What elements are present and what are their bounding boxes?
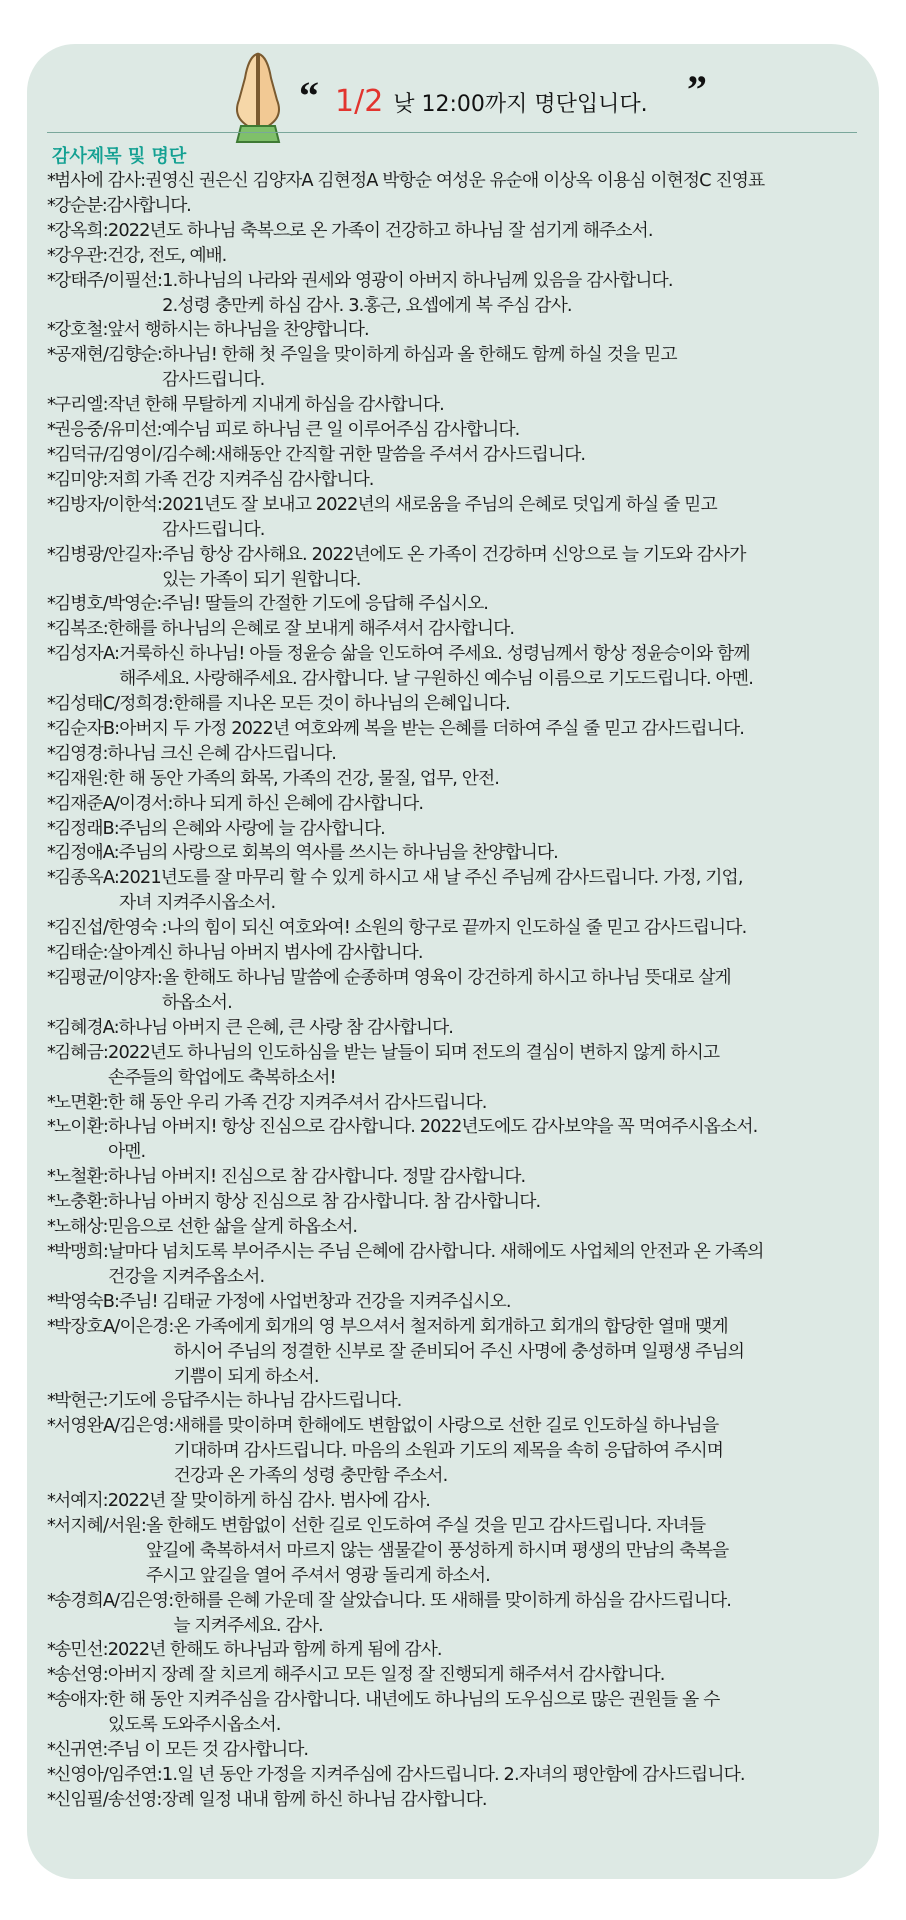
entry-name: 김혜경A: — [54, 1016, 119, 1038]
bullet-asterisk: * — [47, 1290, 55, 1312]
entry-line: 주님! 딸들의 간절한 기도에 응답해 주십시오. — [161, 593, 489, 615]
bullet-asterisk: * — [47, 1240, 56, 1262]
list-item — [47, 219, 867, 244]
entry-line: 하나님 아버지! 진심으로 참 감사합니다. 정말 감사합니다. — [107, 1166, 526, 1188]
entry-text — [108, 1091, 487, 1116]
entry-line: 날마다 넘치도록 부어주시는 주님 은혜에 감사합니다. 새해에도 사업체의 안전과 온 가족의 — [108, 1240, 764, 1262]
entry-line: 새해동안 간직할 귀한 말씀을 주셔서 감사드립니다. — [215, 443, 586, 465]
entry-line: 온 가족에게 회개의 영 부으셔서 철저하게 회개하고 회개의 합당한 열매 맺게 — [173, 1315, 728, 1337]
entry-line: 한해를 하나님의 은혜로 잘 보내게 해주셔서 감사합니다. — [107, 618, 515, 640]
entry-text — [145, 169, 764, 194]
list-item — [47, 1290, 867, 1315]
entry-text — [167, 916, 747, 941]
entry-name: 구리엘: — [54, 394, 108, 416]
list-item — [47, 1165, 867, 1190]
bullet-asterisk: * — [47, 219, 55, 241]
prayer-list-card — [27, 44, 879, 1879]
list-item — [47, 194, 867, 219]
bullet-asterisk: * — [47, 419, 55, 441]
list-item — [47, 1190, 867, 1215]
deadline-label: 낮 12:00까지 명단입니다. — [393, 92, 648, 117]
bullet-asterisk: * — [47, 1216, 55, 1238]
entry-name: 공재현/김향순: — [54, 344, 162, 366]
bullet-asterisk: * — [47, 1315, 56, 1337]
list-item — [47, 493, 867, 543]
bullet-asterisk: * — [47, 1739, 55, 1761]
entry-line: 하옵소서. — [161, 991, 232, 1013]
bullet-asterisk: * — [47, 1514, 56, 1536]
entry-name: 김진섭/한영숙 : — [54, 917, 167, 939]
list-item — [47, 418, 867, 443]
bullet-asterisk: * — [47, 643, 56, 665]
entry-text — [108, 393, 444, 418]
entry-line: 2021년도를 잘 마무리 할 수 있게 하시고 새 날 주신 주님께 감사드립니다. 가정, 기업, — [119, 867, 743, 889]
list-item — [47, 1638, 867, 1663]
bullet-asterisk: * — [47, 1116, 56, 1138]
bullet-asterisk: * — [47, 593, 55, 615]
entry-text — [119, 1290, 511, 1315]
entry-name: 노해상: — [54, 1216, 108, 1238]
entry-line: 주님! 김태균 가정에 사업번창과 건강을 지켜주십시오. — [119, 1290, 511, 1312]
list-item — [47, 1215, 867, 1240]
bullet-asterisk: * — [47, 194, 55, 216]
entry-line: 장례 일정 내내 함께 하신 하나님 감사합니다. — [161, 1788, 487, 1810]
bullet-asterisk: * — [47, 842, 55, 864]
entry-line: 주님의 사랑으로 회복의 역사를 쓰시는 하나님을 찬양합니다. — [118, 842, 558, 864]
entry-name: 노충환: — [54, 1191, 108, 1213]
entry-line: 하시어 주님의 정결한 신부로 잘 준비되어 주신 사명에 충성하며 일평생 주님의 — [173, 1340, 745, 1362]
entry-line: 예수님 피로 하나님 큰 일 이루어주심 감사합니다. — [161, 419, 520, 441]
deadline-text — [335, 82, 648, 125]
entry-line: 2.성령 충만케 하심 감사. 3.홍근, 요셉에게 복 주심 감사. — [162, 294, 572, 316]
entry-line: 하나님! 한해 첫 주일을 맞이하게 하심과 올 한해도 함께 하실 것을 믿고 — [161, 344, 677, 366]
list-item — [47, 393, 867, 418]
bullet-asterisk: * — [47, 244, 55, 266]
entry-text — [108, 1215, 358, 1240]
entry-line: 감사드립니다. — [161, 369, 265, 391]
entry-line: 올 한해도 하나님 말씀에 순종하며 영육이 강건하게 하시고 하나님 뜻대로 살게 — [161, 967, 731, 988]
entry-name: 신임필/송선영: — [54, 1788, 162, 1810]
bullet-asterisk: * — [47, 717, 55, 739]
bullet-asterisk: * — [47, 917, 55, 939]
list-item — [47, 1240, 867, 1290]
entry-line: 한 해 동안 우리 가족 건강 지켜주셔서 감사드립니다. — [107, 1091, 487, 1113]
list-item — [47, 817, 867, 842]
list-item — [47, 1315, 867, 1390]
list-item — [47, 642, 867, 692]
entry-name: 김미양: — [54, 468, 108, 490]
entry-name: 김정애A: — [54, 842, 119, 864]
entry-name: 권응중/유미선: — [54, 419, 162, 441]
list-item — [47, 468, 867, 493]
entry-text — [119, 1016, 453, 1041]
entry-text — [107, 244, 226, 269]
entry-line: 한 해 동안 지켜주심을 감사합니다. 내년에도 하나님의 도우심으로 많은 권원들 올 수 — [108, 1689, 720, 1711]
bullet-asterisk: * — [47, 1016, 55, 1038]
entry-line: 하나님 아버지 큰 은혜, 큰 사랑 참 감사합니다. — [118, 1016, 453, 1038]
entry-name: 김재준A/이경서: — [54, 792, 173, 814]
entry-line: 거룩하신 하나님! 아들 정윤승 삶을 인도하여 주세요. 성령님께서 항상 정윤승이와 함께 — [119, 643, 750, 665]
list-item — [47, 1763, 867, 1788]
entry-text — [162, 343, 677, 393]
list-item — [47, 941, 867, 966]
entry-line: 자녀 지켜주시옵소서. — [119, 892, 276, 914]
entry-line: 앞서 행하시는 하나님을 찬양합니다. — [107, 319, 369, 341]
entry-name: 김정래B: — [54, 817, 119, 839]
bullet-asterisk: * — [47, 1689, 56, 1711]
entry-line: 2022년도 하나님 축복으로 온 가족이 건강하고 하나님 잘 섬기게 해주소서. — [107, 219, 653, 241]
entry-line: 살아계신 하나님 아버지 범사에 감사합니다. — [107, 942, 423, 964]
entry-line: 작년 한해 무탈하게 지내게 하심을 감사합니다. — [107, 394, 444, 416]
entry-line: 1.일 년 동안 가정을 지켜주심에 감사드립니다. 2.자녀의 평안함에 감사드립니다. — [161, 1764, 745, 1785]
entry-text — [119, 866, 743, 916]
bullet-asterisk: * — [47, 767, 55, 789]
entry-line: 올 한해도 변함없이 선한 길로 인도하여 주실 것을 믿고 감사드립니다. 자녀들 — [145, 1514, 706, 1536]
entry-name: 김태순: — [54, 942, 108, 964]
bullet-asterisk: * — [47, 942, 55, 964]
bullet-asterisk: * — [47, 344, 56, 366]
entry-line: 하나님 아버지! 항상 진심으로 감사합니다. 2022년도에도 감사보약을 꼭 먹여주시옵소서. — [107, 1116, 758, 1138]
entry-name: 강호철: — [54, 319, 108, 341]
entry-name: 노이환: — [54, 1116, 108, 1138]
entry-line: 늘 지켜주세요. 감사. — [173, 1614, 323, 1636]
entry-text — [108, 1638, 442, 1663]
bullet-asterisk: * — [47, 394, 55, 416]
entry-text — [107, 742, 335, 767]
list-item — [47, 244, 867, 269]
list-item — [47, 269, 867, 319]
list-item — [47, 343, 867, 393]
bullet-asterisk: * — [47, 319, 55, 341]
entry-text — [173, 1589, 731, 1639]
entry-line: 주님 항상 감사해요. 2022년에도 온 가족이 건강하며 신앙으로 늘 기도와 감사가 — [162, 543, 746, 565]
list-item — [47, 1041, 867, 1091]
entry-line: 건강, 전도, 예배. — [107, 244, 227, 266]
bullet-asterisk: * — [47, 618, 55, 640]
entry-name: 박맹희: — [54, 1240, 109, 1262]
bullet-asterisk: * — [47, 443, 55, 465]
entry-text — [108, 318, 369, 343]
entry-line: 2022년 잘 맞이하게 하심 감사. 범사에 감사. — [107, 1490, 431, 1512]
entry-text — [108, 1688, 719, 1738]
entry-line: 한해를 은혜 가운데 잘 살았습니다. 또 새해를 맞이하게 하심을 감사드립니다. — [173, 1589, 732, 1611]
open-quote: “ — [299, 73, 319, 118]
entry-line: 아멘. — [107, 1141, 146, 1163]
divider — [47, 132, 857, 133]
entry-name: 박장호A/이은경: — [54, 1315, 174, 1337]
entry-name: 강순분: — [54, 194, 107, 216]
entry-line: 감사합니다. — [106, 194, 191, 216]
entry-text — [119, 817, 385, 842]
list-item — [47, 1663, 867, 1688]
entry-line: 주님의 은혜와 사랑에 늘 감사합니다. — [118, 817, 385, 839]
entry-name: 김종옥A: — [54, 867, 120, 889]
entry-text — [174, 1414, 724, 1489]
entry-line: 한 해 동안 가족의 화목, 가족의 건강, 물질, 업무, 안전. — [107, 767, 499, 789]
entry-name: 김성자A: — [54, 643, 120, 665]
entry-text — [107, 1738, 308, 1763]
entry-text — [108, 219, 653, 244]
entry-name: 김덕규/김영이/김수혜: — [54, 443, 216, 465]
entry-name: 박영숙B: — [54, 1290, 120, 1312]
list-item — [47, 692, 867, 717]
list-item — [47, 617, 867, 642]
entry-text — [107, 194, 191, 219]
entry-text — [146, 1514, 728, 1589]
entry-line: 건강과 온 가족의 성령 충만함 주소서. — [173, 1465, 448, 1487]
entry-name: 강옥희: — [54, 219, 108, 241]
entry-text — [108, 1041, 719, 1091]
list-item — [47, 841, 867, 866]
entry-line: 하나님 아버지 항상 진심으로 참 감사합니다. 참 감사합니다. — [107, 1191, 541, 1213]
bullet-asterisk: * — [47, 1415, 56, 1437]
entry-name: 송경희A/김은영: — [54, 1589, 174, 1611]
list-item — [47, 543, 867, 593]
bullet-asterisk: * — [47, 1788, 55, 1810]
list-item — [47, 169, 867, 194]
header — [27, 44, 879, 134]
entry-name: 김복조: — [54, 618, 108, 640]
entry-name: 범사에 감사: — [54, 170, 146, 191]
bullet-asterisk: * — [47, 1191, 55, 1213]
entry-line: 1.하나님의 나라와 권세와 영광이 아버지 하나님께 있음을 감사합니다. — [162, 269, 673, 291]
list-item — [47, 742, 867, 767]
entry-line: 앞길에 축복하셔서 마르지 않는 샘물같이 풍성하게 하시며 평생의 만남의 축복을 — [145, 1539, 729, 1561]
bullet-asterisk: * — [47, 1166, 55, 1188]
entries-list — [47, 144, 867, 1813]
entry-name: 김영경: — [54, 742, 108, 764]
list-item — [47, 1389, 867, 1414]
entry-text — [162, 418, 520, 443]
entry-line: 하나 되게 하신 은혜에 감사합니다. — [172, 792, 424, 814]
entry-name: 신영아/임주연: — [54, 1764, 162, 1785]
entry-line: 믿음으로 선한 삶을 살게 하옵소서. — [107, 1216, 358, 1238]
bullet-asterisk: * — [47, 817, 55, 839]
entry-line: 주시고 앞길을 열어 주셔서 영광 돌리게 하소서. — [145, 1564, 490, 1586]
entry-line: 기도에 응답주시는 하나님 감사드립니다. — [107, 1390, 402, 1412]
entry-text — [161, 592, 488, 617]
entry-line: 2022년도 하나님의 인도하심을 받는 날들이 되며 전도의 결심이 변하지 않게 하시고 — [108, 1041, 720, 1063]
list-item — [47, 1115, 867, 1165]
entry-line: 기대하며 감사드립니다. 마음의 소원과 기도의 제목을 속히 응답하여 주시며 — [173, 1440, 724, 1462]
entry-text — [162, 1763, 745, 1788]
entry-text — [108, 1115, 757, 1165]
entry-name: 김병광/안길자: — [54, 543, 163, 565]
list-item — [47, 1589, 867, 1639]
bullet-asterisk: * — [47, 1041, 56, 1063]
entry-name: 김순자B: — [54, 717, 120, 739]
entry-name: 신귀연: — [54, 1739, 108, 1761]
entry-line: 주님 이 모든 것 감사합니다. — [107, 1739, 308, 1761]
entry-line: 아버지 장례 잘 치르게 해주시고 모든 일정 잘 진행되게 해주셔서 감사합니다. — [107, 1664, 665, 1686]
entry-text — [119, 841, 558, 866]
entry-text — [162, 966, 731, 1016]
entry-name: 서영완A/김은영: — [54, 1415, 174, 1437]
entry-text — [161, 1788, 486, 1813]
bullet-asterisk: * — [47, 170, 55, 191]
bullet-asterisk: * — [47, 1764, 55, 1785]
entry-text — [119, 717, 744, 742]
entry-name: 김혜금: — [54, 1041, 109, 1063]
list-item — [47, 592, 867, 617]
entry-line: 감사드립니다. — [161, 518, 265, 540]
entry-name: 강태주/이필선: — [54, 269, 163, 291]
list-item — [47, 866, 867, 916]
bullet-asterisk: * — [47, 742, 55, 764]
entry-line: 해주세요. 사랑해주세요. 감사합니다. 날 구원하신 예수님 이름으로 기도드립니다. 아멘. — [119, 668, 754, 690]
entry-name: 김평균/이양자: — [54, 967, 162, 988]
list-item — [47, 767, 867, 792]
list-item — [47, 966, 867, 1016]
entry-name: 송애자: — [54, 1689, 109, 1711]
list-item — [47, 443, 867, 468]
bullet-asterisk: * — [47, 867, 56, 889]
entry-text — [108, 1389, 402, 1414]
entry-line: 하나님 크신 은혜 감사드립니다. — [107, 742, 336, 764]
list-item — [47, 1414, 867, 1489]
bullet-asterisk: * — [47, 1490, 55, 1512]
entry-text — [162, 269, 672, 319]
entry-name: 김재원: — [54, 767, 108, 789]
entry-name: 노철환: — [54, 1166, 108, 1188]
bullet-asterisk: * — [47, 493, 56, 515]
entry-line: 권영신 권은신 김양자A 김현정A 박항순 여성운 유순애 이상옥 이용심 이현정C 진영표 — [145, 170, 765, 191]
entry-name: 송민선: — [54, 1639, 108, 1661]
entry-text — [108, 617, 514, 642]
list-item — [47, 1514, 867, 1589]
entry-line: 손주들의 학업에도 축복하소서! — [108, 1066, 336, 1088]
bullet-asterisk: * — [47, 1639, 55, 1661]
bullet-asterisk: * — [47, 1589, 56, 1611]
entry-line: 건강을 지켜주옵소서. — [108, 1265, 265, 1287]
list-item — [47, 1738, 867, 1763]
bullet-asterisk: * — [47, 1664, 55, 1686]
list-item — [47, 1016, 867, 1041]
list-item — [47, 1489, 867, 1514]
entry-name: 김방자/이한석: — [54, 493, 162, 515]
entry-line: 2021년도 잘 보내고 2022년의 새로움을 주님의 은혜로 덧입게 하실 줄 믿고 — [161, 493, 717, 515]
entry-line: 한해를 지나온 모든 것이 하나님의 은혜입니다. — [172, 693, 510, 715]
list-item — [47, 318, 867, 343]
list-item — [47, 916, 867, 941]
entry-text — [173, 692, 510, 717]
entry-name: 송선영: — [54, 1664, 108, 1686]
entry-line: 새해를 맞이하며 한해에도 변함없이 사랑으로 선한 길로 인도하실 하나님을 — [173, 1415, 719, 1437]
bullet-asterisk: * — [47, 269, 56, 291]
entry-line: 아버지 두 가정 2022년 여호와께 복을 받는 은혜를 더하여 주실 줄 믿고 감사드립니다. — [119, 717, 744, 739]
entry-text — [108, 941, 423, 966]
entry-name: 김성태C/정희경: — [54, 693, 173, 715]
entry-text — [215, 443, 585, 468]
bullet-asterisk: * — [47, 792, 55, 814]
entry-text — [108, 1489, 430, 1514]
entry-text — [119, 642, 753, 692]
entry-line: 있도록 도와주시옵소서. — [108, 1714, 281, 1736]
entry-text — [173, 792, 423, 817]
entry-line: 있는 가족이 되기 원합니다. — [162, 568, 361, 590]
entry-name: 노면환: — [54, 1091, 108, 1113]
list-item — [47, 1688, 867, 1738]
list-item — [47, 1091, 867, 1116]
bullet-asterisk: * — [47, 1091, 55, 1113]
entry-text — [108, 1190, 540, 1215]
entry-line: 기쁨이 되게 하소서. — [173, 1365, 319, 1387]
entry-name: 서지혜/서원: — [54, 1514, 146, 1536]
entry-name: 김병호/박영순: — [54, 593, 162, 615]
bullet-asterisk: * — [47, 967, 56, 988]
entry-name: 서예지: — [54, 1490, 108, 1512]
entry-text — [162, 543, 745, 593]
entry-line: 저희 가족 건강 지켜주심 감사합니다. — [107, 468, 374, 490]
entry-text — [108, 1165, 526, 1190]
entry-line: 나의 힘이 되신 여호와여! 소원의 항구로 끝까지 인도하실 줄 믿고 감사드립니다. — [166, 917, 747, 939]
entry-text — [174, 1315, 745, 1390]
bullet-asterisk: * — [47, 1390, 55, 1412]
entry-text — [162, 493, 717, 543]
entry-text — [108, 1240, 764, 1290]
close-quote: ” — [687, 67, 707, 112]
list-item — [47, 792, 867, 817]
entry-text — [108, 468, 374, 493]
entry-line: 2022년 한해도 하나님과 함께 하게 됨에 감사. — [107, 1639, 442, 1661]
entry-text — [108, 767, 499, 792]
entry-text — [108, 1663, 665, 1688]
bullet-asterisk: * — [47, 543, 56, 565]
section-title: 감사제목 및 명단 — [52, 146, 187, 167]
entry-name: 강우관: — [54, 244, 108, 266]
list-item — [47, 717, 867, 742]
page-indicator: 1/2 — [335, 84, 384, 119]
bullet-asterisk: * — [47, 693, 55, 715]
list-item — [47, 1788, 867, 1813]
bullet-asterisk: * — [47, 468, 55, 490]
entry-name: 박현근: — [54, 1390, 108, 1412]
